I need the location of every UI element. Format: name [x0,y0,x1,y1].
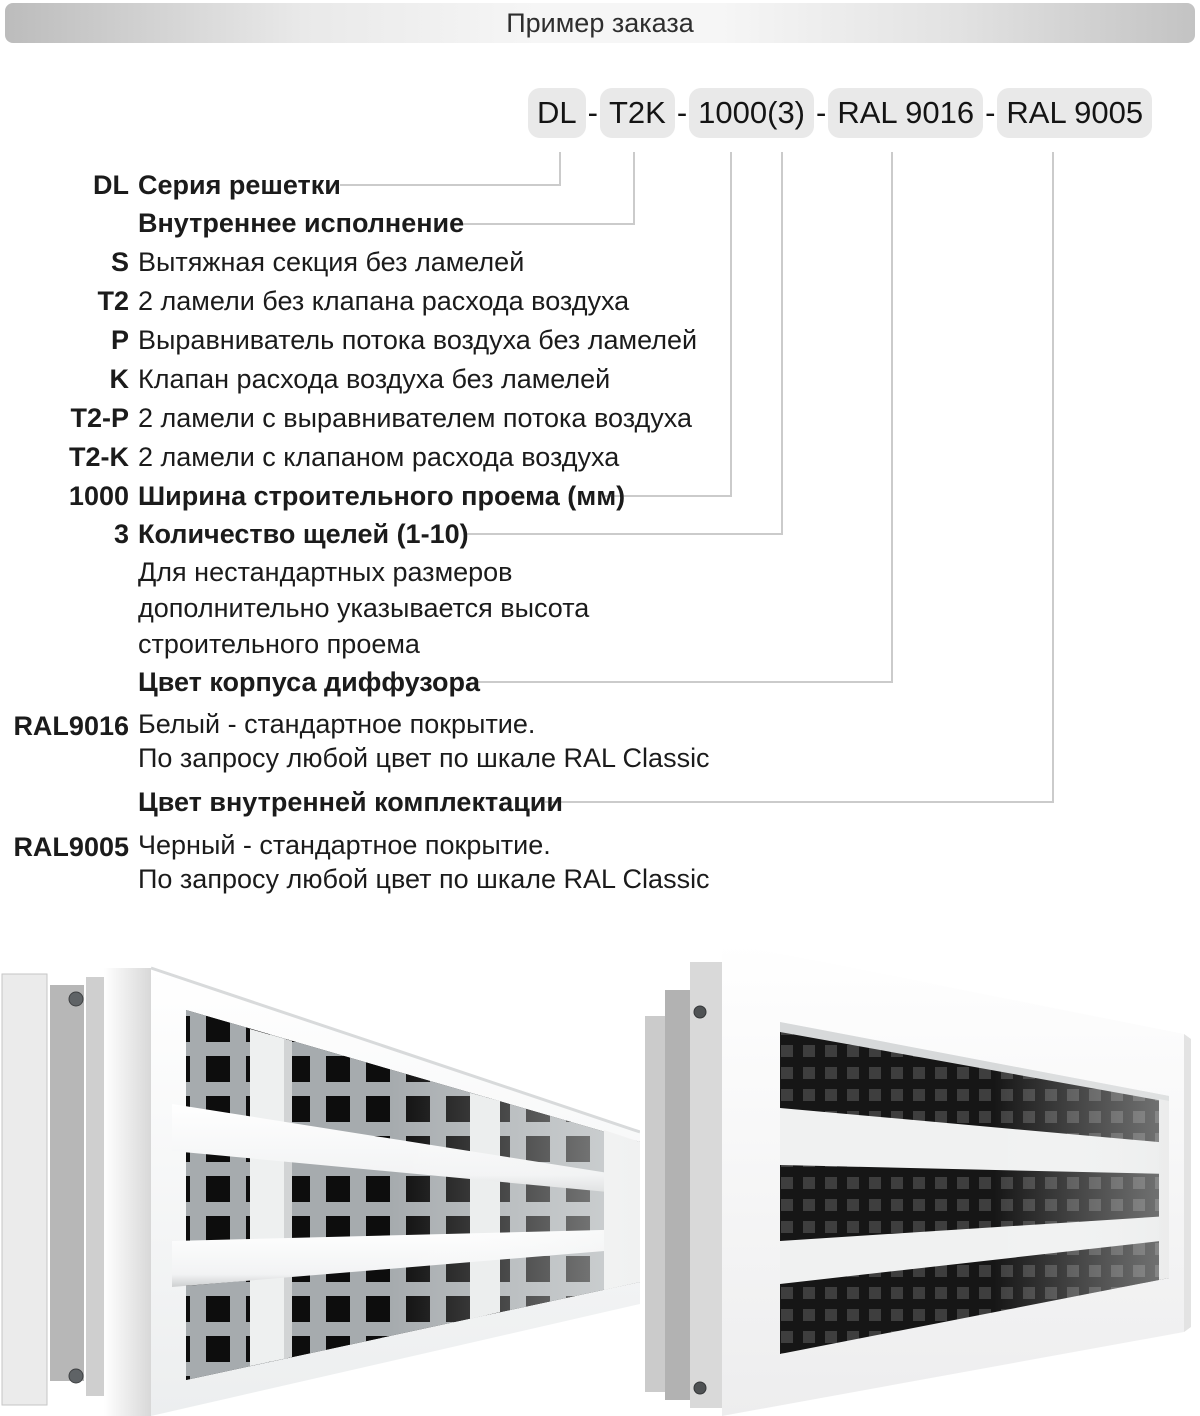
screw-icon [694,1382,706,1394]
row-text: Вытяжная секция без ламелей [138,247,525,277]
code-segment-body-color: RAL 9016 [828,88,983,138]
row-text [138,707,710,775]
code-label: DL [93,170,129,200]
code-separator: - [676,95,688,130]
code-separator: - [816,95,827,130]
legend-row-body-color-heading [0,663,480,702]
product-render-left [0,930,640,1416]
legend-row-option-s [0,243,524,282]
frame-side-edge [1184,1034,1191,1332]
legend-row-option-k [0,360,610,399]
connector-series [340,152,560,185]
code-label: P [110,325,129,355]
legend-row-option-t2k [0,438,619,477]
code-label: S [110,247,129,277]
legend-row-option-t2 [0,282,629,321]
ral-line: Черный - стандартное покрытие. [138,830,551,860]
screw-icon [69,992,83,1006]
legend-row-ral9005 [0,828,710,896]
row-text: 2 ламели с клапаном расхода воздуха [138,442,620,472]
note-line: Для нестандартных размеров [138,557,513,587]
row-text: Цвет корпуса диффузора [138,667,481,697]
ral-line: Белый - стандартное покрытие. [138,709,536,739]
legend-row-note [0,554,589,662]
frame-left-bar [104,968,151,1416]
row-text: Внутреннее исполнение [138,208,465,238]
legend-row-option-t2p [0,399,692,438]
legend-row-series [0,166,341,205]
legend-row-option-p [0,321,697,360]
row-text: Клапан расхода воздуха без ламелей [138,364,611,394]
legend-row-width [0,477,625,516]
code-label: T2 [97,286,129,316]
code-segment-internal-color: RAL 9005 [997,88,1152,138]
legend-row-slot-count [0,515,469,554]
ral-line: По запросу любой цвет по шкале RAL Classic [138,743,710,773]
code-label: RAL9016 [13,711,129,741]
screw-icon [69,1369,83,1383]
row-text [138,554,589,662]
duct-profiles [645,962,722,1408]
screw-icon [694,1006,706,1018]
legend-row-internal-heading [0,204,464,243]
code-segment-series: DL [528,88,586,138]
product-render-right [645,930,1200,1416]
legend-row-ral9016 [0,707,710,775]
row-text: Количество щелей (1-10) [138,519,469,549]
row-text [138,828,710,896]
row-text: Ширина строительного проема (мм) [138,481,626,511]
note-line: строительного проема [138,629,420,659]
note-line: дополнительно указывается высота [138,593,590,623]
legend-row-internal-color-heading [0,783,563,822]
code-label: 3 [113,519,129,549]
ral-line: По запросу любой цвет по шкале RAL Classic [138,864,710,894]
row-text: 2 ламели без клапана расхода воздуха [138,286,630,316]
mounting-profiles [2,974,106,1405]
row-text: Цвет внутренней комплектации [138,787,563,817]
code-label: T2-K [69,442,129,472]
row-text: Выравниватель потока воздуха без ламелей [138,325,698,355]
code-label: 1000 [68,481,129,511]
row-text: 2 ламели с выравнивателем потока воздуха [138,403,692,433]
code-label: T2-P [70,403,129,433]
code-label: RAL9005 [13,832,129,862]
connector-internal [450,152,634,224]
page-title: Пример заказа [506,7,694,38]
code-label: K [109,364,129,394]
row-text: Серия решетки [138,170,341,200]
code-segment-internal: T2K [600,88,675,138]
code-separator: - [587,95,598,130]
code-separator: - [985,95,996,130]
code-segment-size: 1000(3) [689,88,814,138]
